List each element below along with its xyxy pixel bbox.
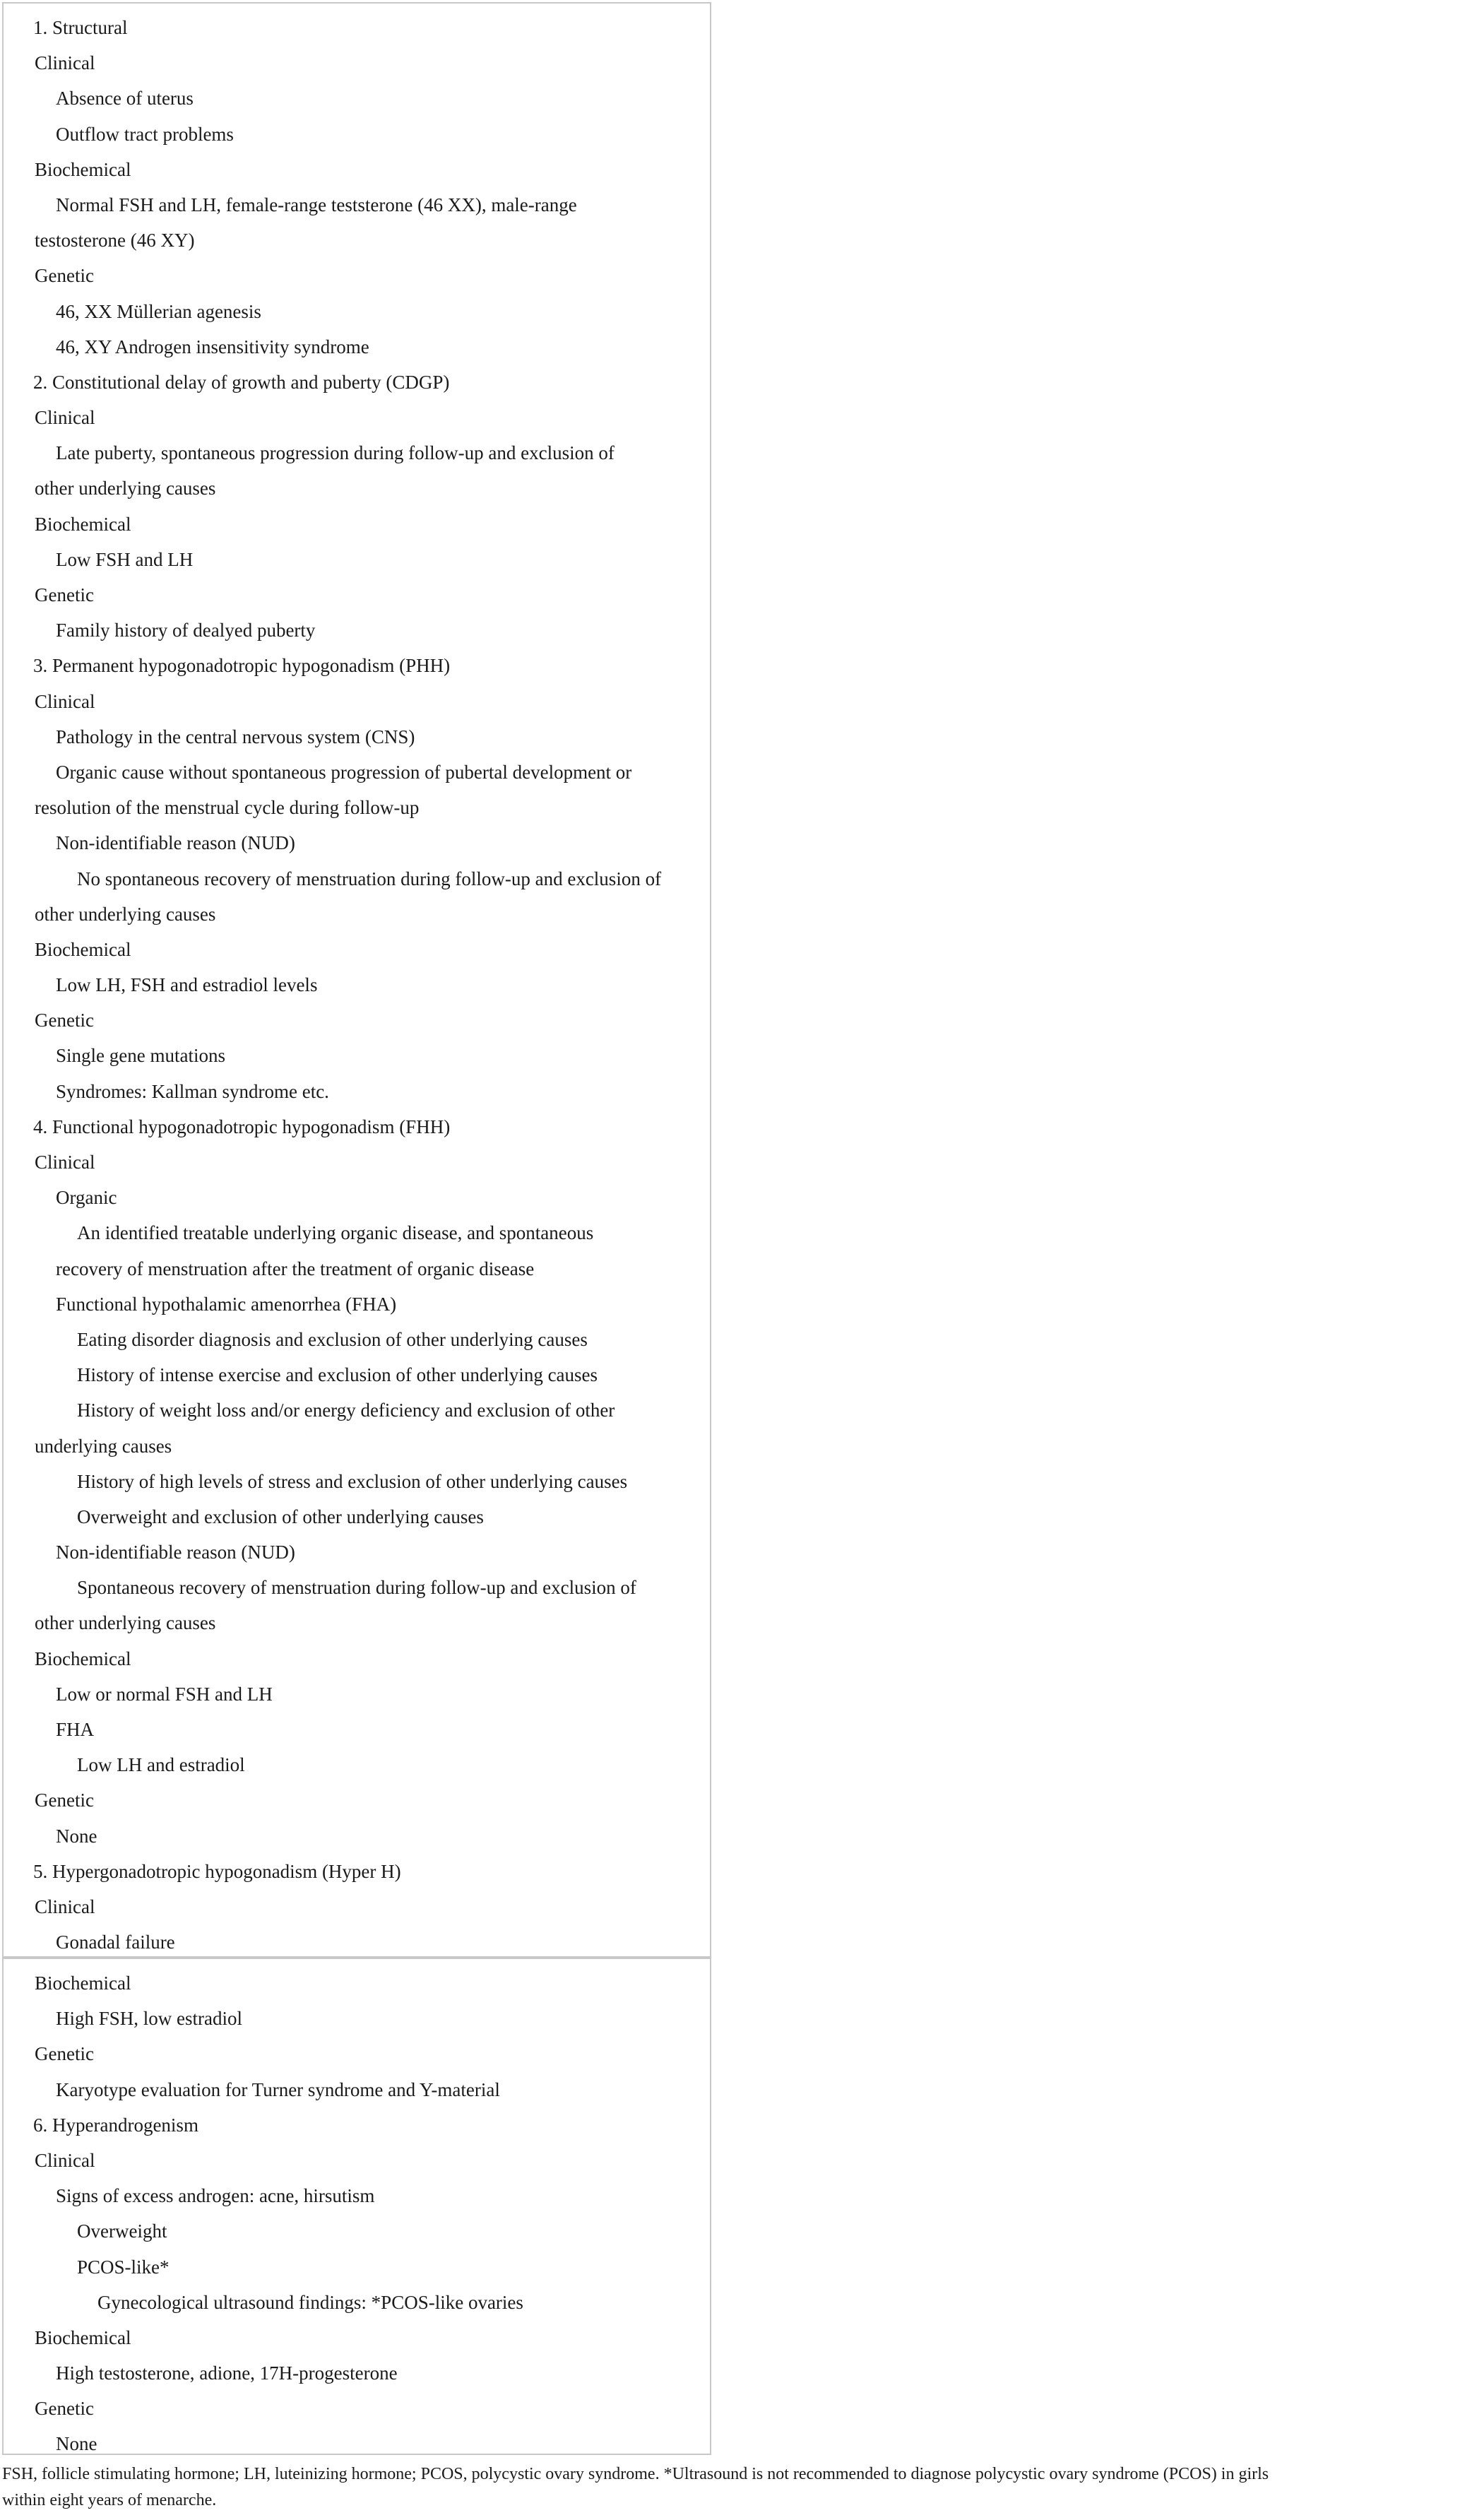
- table-row-text: None: [56, 1825, 97, 1847]
- table-row: [4, 613, 710, 648]
- table-row-text: Biochemical: [35, 1648, 131, 1669]
- table-row-text: Functional hypothalamic amenorrhea (FHA): [56, 1293, 397, 1315]
- table-rows: [4, 1965, 710, 2462]
- table-row: [4, 1499, 710, 1534]
- table-row-text: 46, XX Müllerian agenesis: [56, 300, 261, 322]
- table-row-text: Clinical: [35, 2149, 95, 2171]
- table-row: [4, 1392, 710, 1428]
- table-row-text: resolution of the menstrual cycle during follow-up: [35, 797, 420, 819]
- table-row: [4, 1286, 710, 1322]
- table-row: [4, 2391, 710, 2426]
- table-row-text: History of intense exercise and exclusion of other underlying causes: [77, 1364, 598, 1386]
- table-row: [4, 1747, 710, 1782]
- table-row-text: Syndromes: Kallman syndrome etc.: [56, 1080, 329, 1102]
- table-row: [4, 1109, 710, 1144]
- table-row-text: Family history of dealyed puberty: [56, 620, 316, 641]
- table-row-text: Genetic: [35, 265, 94, 287]
- table-row: [4, 1144, 710, 1180]
- table-row: [4, 435, 710, 471]
- table-row-text: Karyotype evaluation for Turner syndrome and Y-material: [56, 2078, 500, 2100]
- table-row-text: Genetic: [35, 1790, 94, 1811]
- table-row: [4, 2320, 710, 2355]
- table-row: [4, 152, 710, 187]
- table-row: [4, 648, 710, 683]
- table-row-text: Gynecological ultrasound findings: *PCOS-like ovaries: [97, 2291, 523, 2313]
- table-row: [4, 932, 710, 967]
- table-row-text: Organic: [56, 1187, 117, 1209]
- table-row: [4, 2426, 710, 2461]
- table-row-text: Non-identifiable reason (NUD): [56, 1542, 295, 1563]
- table-row: [4, 1215, 710, 1250]
- table-row: [4, 1889, 710, 1924]
- table-row: [4, 1924, 710, 1960]
- table-row-text: Low LH, FSH and estradiol levels: [56, 974, 318, 996]
- table-row: [4, 1782, 710, 1818]
- table-row-text: Gonadal failure: [56, 1932, 175, 1953]
- table-row: [4, 1676, 710, 1712]
- table-row: [4, 1534, 710, 1570]
- table-row-text: Normal FSH and LH, female-range teststerone (46 XX), male-range: [56, 194, 577, 215]
- table-row-text: None: [56, 2433, 97, 2455]
- table-row-text: underlying causes: [35, 1435, 172, 1457]
- table-row-text: Genetic: [35, 1010, 94, 1031]
- table-row: [4, 117, 710, 152]
- table-row: [4, 10, 710, 45]
- table-row: [4, 1854, 710, 1889]
- table-row-text: Biochemical: [35, 938, 131, 960]
- table-row-text: Signs of excess androgen: acne, hirsutism: [56, 2185, 375, 2207]
- table-row: [4, 719, 710, 755]
- table-footnote: [2, 2461, 1457, 2514]
- table-row-text: recovery of menstruation after the treatment of organic disease: [56, 1258, 535, 1279]
- table-row-text: Clinical: [35, 1152, 95, 1173]
- table-row-text: Eating disorder diagnosis and exclusion of other underlying causes: [77, 1328, 588, 1350]
- table-row-text: Genetic: [35, 2043, 94, 2065]
- table-row: [4, 223, 710, 258]
- table-row: [4, 1322, 710, 1357]
- table-row-text: 4. Functional hypogonadotropic hypogonadism (FHH): [33, 1116, 451, 1137]
- table-row: [4, 542, 710, 577]
- table-row: [4, 471, 710, 506]
- table-row-text: Clinical: [35, 52, 95, 74]
- table-row: [4, 507, 710, 542]
- table-row-text: Pathology in the central nervous system (CNS): [56, 726, 415, 747]
- table-row: [4, 1570, 710, 1605]
- table-row-text: Overweight and exclusion of other underlying causes: [77, 1506, 484, 1527]
- table-row: [4, 2213, 710, 2249]
- table-row-text: 5. Hypergonadotropic hypogonadism (Hyper H): [33, 1860, 401, 1882]
- table-row-text: 2. Constitutional delay of growth and puberty (CDGP): [33, 371, 450, 393]
- footnote-line-1: FSH, follicle stimulating hormone; LH, luteinizing hormone; PCOS, polycystic ovary syndrome. *Ultrasound is not recommended to diagnose polycystic ovary syndrome (PCOS) in girls: [2, 2465, 1269, 2483]
- table-row: [4, 294, 710, 329]
- table-row: [4, 1818, 710, 1854]
- table-row-text: Spontaneous recovery of menstruation during follow-up and exclusion of: [77, 1577, 636, 1599]
- table-row: [4, 755, 710, 790]
- table-row-text: 1. Structural: [33, 17, 128, 38]
- table-row-text: Low or normal FSH and LH: [56, 1683, 273, 1705]
- table-row-text: Organic cause without spontaneous progression of pubertal development or: [56, 761, 632, 783]
- table-row-text: 3. Permanent hypogonadotropic hypogonadism (PHH): [33, 655, 451, 677]
- table-row-text: FHA: [56, 1719, 95, 1740]
- table-row: [4, 2001, 710, 2036]
- table-row: [4, 2178, 710, 2213]
- table-row: [4, 81, 710, 116]
- table-row: [4, 2285, 710, 2320]
- table-row: [4, 45, 710, 81]
- table-row: [4, 790, 710, 825]
- table-row: [4, 365, 710, 400]
- table-row: [4, 2143, 710, 2178]
- table-row-text: Biochemical: [35, 513, 131, 535]
- table-row: [4, 2072, 710, 2107]
- table-panel-1: [2, 2, 711, 1958]
- table-row: [4, 2036, 710, 2071]
- table-row-text: PCOS-like*: [77, 2256, 170, 2278]
- table-row-text: Overweight: [77, 2220, 167, 2242]
- table-row: [4, 400, 710, 435]
- table-row: [4, 1464, 710, 1499]
- table-row: [4, 967, 710, 1002]
- table-row-text: 46, XY Androgen insensitivity syndrome: [56, 336, 369, 357]
- table-row: [4, 258, 710, 293]
- table-rows: [4, 10, 710, 1960]
- table-row: [4, 897, 710, 932]
- table-row-text: Non-identifiable reason (NUD): [56, 832, 295, 854]
- table-row-text: High FSH, low estradiol: [56, 2008, 243, 2030]
- table-panel-2: [2, 1958, 711, 2455]
- table-row-text: Biochemical: [35, 158, 131, 180]
- table-row-text: Clinical: [35, 407, 95, 429]
- table-row-text: Low LH and estradiol: [77, 1754, 245, 1776]
- table-row: [4, 1251, 710, 1286]
- table-row: [4, 1605, 710, 1640]
- table-row-text: High testosterone, adione, 17H-progesterone: [56, 2362, 398, 2384]
- table-row: [4, 1038, 710, 1073]
- table-row-text: Genetic: [35, 584, 94, 605]
- table-row-text: No spontaneous recovery of menstruation during follow-up and exclusion of: [77, 868, 662, 889]
- table-row: [4, 1965, 710, 2001]
- table-row: [4, 187, 710, 223]
- table-row-text: Biochemical: [35, 2326, 131, 2348]
- table-row-text: History of weight loss and/or energy deficiency and exclusion of other: [77, 1400, 615, 1421]
- table-row-text: other underlying causes: [35, 903, 216, 925]
- table-row-text: Biochemical: [35, 1972, 131, 1994]
- table-row-text: Genetic: [35, 2398, 94, 2420]
- table-row-text: 6. Hyperandrogenism: [33, 2114, 198, 2136]
- table-row-text: History of high levels of stress and exclusion of other underlying causes: [77, 1470, 628, 1492]
- table-row-text: other underlying causes: [35, 1612, 216, 1634]
- table-row: [4, 2355, 710, 2391]
- table-row: [4, 684, 710, 719]
- table-row-text: other underlying causes: [35, 478, 216, 499]
- table-row: [4, 1641, 710, 1676]
- table-row: [4, 1002, 710, 1038]
- table-row: [4, 2107, 710, 2143]
- table-row-text: Clinical: [35, 690, 95, 712]
- table-row-text: Single gene mutations: [56, 1045, 225, 1067]
- table-row: [4, 1712, 710, 1747]
- table-row: [4, 1180, 710, 1215]
- table-row: [4, 1074, 710, 1109]
- table-row: [4, 861, 710, 897]
- table-row-text: Clinical: [35, 1895, 95, 1917]
- table-row: [4, 329, 710, 365]
- table-row-text: Absence of uterus: [56, 88, 194, 110]
- table-row-text: testosterone (46 XY): [35, 230, 195, 252]
- table-row-text: Outflow tract problems: [56, 123, 234, 145]
- table-row: [4, 1357, 710, 1392]
- footnote-line-2: within eight years of menarche.: [2, 2491, 217, 2509]
- table-row: [4, 577, 710, 613]
- table-row-text: Late puberty, spontaneous progression during follow-up and exclusion of: [56, 442, 615, 464]
- table-row: [4, 1428, 710, 1464]
- table-row: [4, 825, 710, 860]
- table-row-text: An identified treatable underlying organic disease, and spontaneous: [77, 1222, 594, 1244]
- table-row-text: Low FSH and LH: [56, 548, 194, 570]
- table-row: [4, 2249, 710, 2285]
